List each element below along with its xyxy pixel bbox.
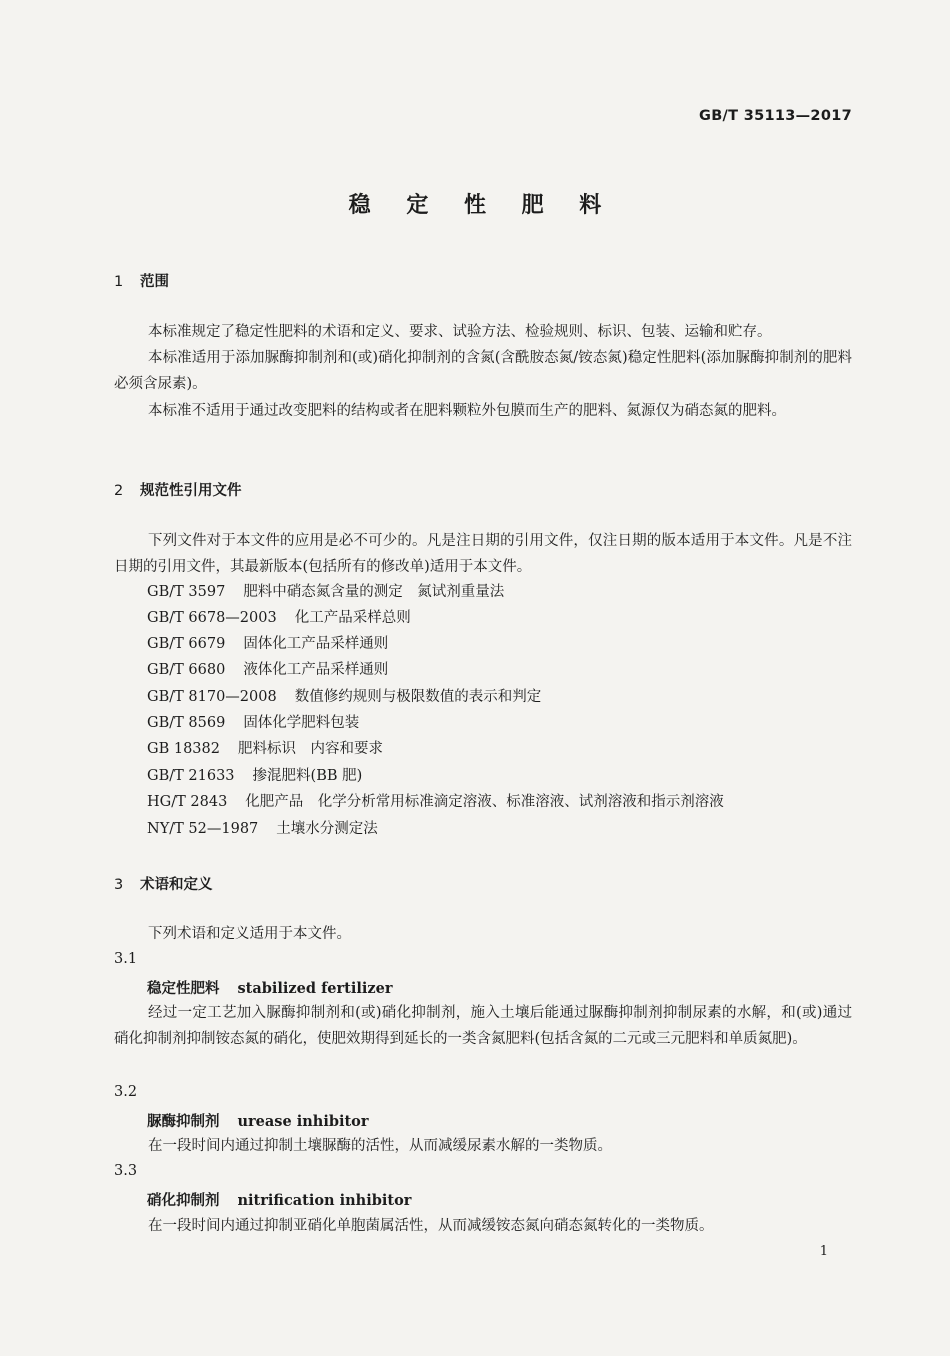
term-definition: 在一段时间内通过抑制亚硝化单胞菌属活性，从而减缓铵态氮向硝态氮转化的一类物质。 — [148, 1218, 714, 1234]
reference-code: GB/T 8569 — [147, 715, 226, 731]
reference-item — [147, 816, 378, 842]
reference-title: 数值修约规则与极限数值的表示和判定 — [294, 689, 542, 705]
term-zh: 硝化抑制剂 — [147, 1193, 220, 1209]
term-zh: 脲酶抑制剂 — [147, 1114, 220, 1130]
reference-code: GB 18382 — [147, 741, 220, 757]
reference-item — [147, 631, 388, 657]
page-number: 1 — [819, 1244, 828, 1259]
reference-title: 液体化工产品采样通则 — [243, 662, 389, 678]
reference-title: 固体化学肥料包装 — [243, 715, 360, 731]
term-heading — [147, 977, 393, 998]
section-3-heading — [114, 873, 213, 894]
term-en: nitrification inhibitor — [237, 1192, 412, 1209]
reference-item — [147, 605, 411, 631]
reference-code: HG/T 2843 — [147, 794, 228, 810]
reference-code: GB/T 3597 — [147, 584, 226, 600]
section-2-heading — [114, 479, 242, 500]
reference-item — [147, 763, 362, 789]
section-number: 2 — [114, 483, 124, 499]
term-number: 3.2 — [114, 1084, 138, 1100]
reference-title: 固体化工产品采样通则 — [243, 636, 389, 652]
section-number: 3 — [114, 877, 124, 893]
reference-item — [147, 710, 359, 736]
reference-code: GB/T 21633 — [147, 768, 235, 784]
term-heading — [147, 1189, 411, 1210]
reference-item — [147, 657, 388, 683]
reference-title: 化肥产品 化学分析常用标准滴定溶液、标准溶液、试剂溶液和指示剂溶液 — [245, 794, 724, 810]
reference-item — [147, 736, 383, 762]
section-1-heading — [114, 270, 169, 291]
section-title: 范围 — [140, 274, 169, 290]
reference-code: GB/T 6679 — [147, 636, 226, 652]
reference-code: GB/T 6678—2003 — [147, 610, 277, 626]
reference-title: 掺混肥料(BB 肥) — [252, 768, 363, 784]
section-number: 1 — [114, 274, 124, 290]
reference-code: GB/T 8170—2008 — [147, 689, 277, 705]
term-definition: 在一段时间内通过抑制土壤脲酶的活性，从而减缓尿素水解的一类物质。 — [148, 1138, 612, 1154]
section-1-paragraph: 本标准不适用于通过改变肥料的结构或者在肥料颗粒外包膜而生产的肥料、氮源仅为硝态氮的肥料。 — [148, 403, 786, 419]
section-1-paragraph: 本标准适用于添加脲酶抑制剂和(或)硝化抑制剂的含氮(含酰胺态氮/铵态氮)稳定性肥料(添加脲酶抑制剂的肥料必须含尿素)。 — [114, 350, 852, 392]
term-zh: 稳定性肥料 — [147, 981, 220, 997]
reference-item — [147, 684, 541, 710]
reference-code: NY/T 52—1987 — [147, 821, 259, 837]
reference-title: 化工产品采样总则 — [294, 610, 411, 626]
reference-item — [147, 789, 724, 815]
term-number: 3.3 — [114, 1163, 138, 1179]
term-number: 3.1 — [114, 951, 138, 967]
document-title: 稳 定 性 肥 料 — [348, 193, 616, 218]
term-en: stabilized fertilizer — [237, 980, 393, 997]
section-2-intro: 下列文件对于本文件的应用是必不可少的。凡是注日期的引用文件，仅注日期的版本适用于本文件。凡是不注日期的引用文件，其最新版本(包括所有的修改单)适用于本文件。 — [114, 533, 852, 575]
reference-title: 肥料中硝态氮含量的测定 氮试剂重量法 — [243, 584, 505, 600]
section-title: 规范性引用文件 — [140, 483, 242, 499]
reference-title: 肥料标识 内容和要求 — [237, 741, 383, 757]
term-en: urease inhibitor — [237, 1113, 369, 1130]
section-1-paragraph: 本标准规定了稳定性肥料的术语和定义、要求、试验方法、检验规则、标识、包装、运输和贮存。 — [148, 324, 772, 340]
standard-code: GB/T 35113—2017 — [699, 108, 852, 124]
term-heading — [147, 1110, 369, 1131]
section-title: 术语和定义 — [140, 877, 213, 893]
section-3-intro: 下列术语和定义适用于本文件。 — [148, 926, 351, 942]
reference-title: 土壤水分测定法 — [276, 821, 378, 837]
reference-item — [147, 579, 504, 605]
reference-code: GB/T 6680 — [147, 662, 226, 678]
term-definition: 经过一定工艺加入脲酶抑制剂和(或)硝化抑制剂，施入土壤后能通过脲酶抑制剂抑制尿素的水解，和(或)通过硝化抑制剂抑制铵态氮的硝化，使肥效期得到延长的一类含氮肥料(包括含氮的二元或三元肥料和单质氮肥)。 — [114, 1005, 852, 1047]
